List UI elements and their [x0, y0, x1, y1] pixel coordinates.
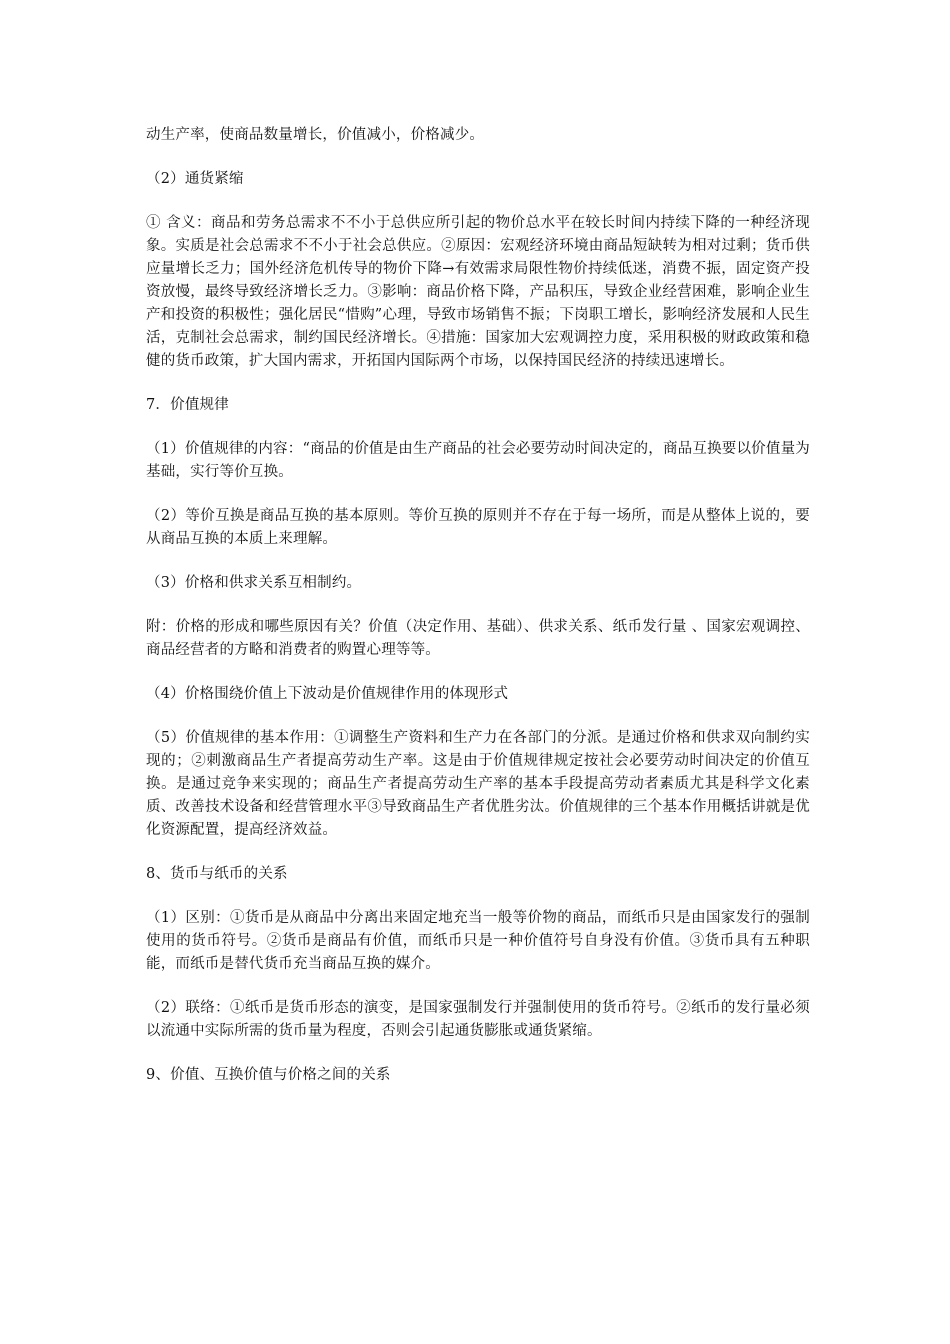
paragraph-deflation-detail: ① 含义：商品和劳务总需求不不小于总供应所引起的物价总水平在较长时间内持续下降的一种经济现象。实质是社会总需求不不小于社会总供应。②原因：宏观经济环境由商品短缺转为相对过剩；货币供应量增长乏力；国外经济危机传导的物价下降→有效需求局限性物价持续低迷，消费不振，固定资产投资放慢，最终导致经济增长乏力。③影响：商品价格下降，产品积压，导致企业经营困难，影响企业生产和投资的积极性；强化居民“惜购”心理，导致市场销售不振；下岗职工增长，影响经济发展和人民生活，克制社会总需求，制约国民经济增长。④措施：国家加大宏观调控力度，采用积极的财政政策和稳健的货币政策，扩大国内需求，开拓国内国际两个市场，以保持国民经济的持续迅速增长。	[146, 215, 810, 369]
paragraph-law-content: （1）价值规律的内容：“商品的价值是由生产商品的社会必要劳动时间决定的，商品互换要以价值量为基础，实行等价互换。	[146, 441, 810, 480]
paragraph-connection: （2）联络：①纸币是货币形态的演变，是国家强制发行并强制使用的货币符号。②纸币的发行量必须以流通中实际所需的货币量为程度，否则会引起通货膨胀或通货紧缩。	[146, 1000, 810, 1039]
paragraph-appendix-price: 附：价格的形成和哪些原因有关？价值（决定作用、基础）、供求关系、纸币发行量 、国家宏观调控、商品经营者的方略和消费者的购置心理等等。	[146, 619, 810, 658]
document-page	[146, 124, 810, 1108]
paragraph-price-fluctuation: （4）价格围绕价值上下波动是价值规律作用的体现形式	[146, 686, 509, 702]
heading-money-paper-money: 8、货币与纸币的关系	[146, 866, 288, 882]
subheading-deflation: （2）通货紧缩	[146, 171, 244, 187]
paragraph-basic-functions: （5）价值规律的基本作用：①调整生产资料和生产力在各部门的分派。是通过价格和供求双向制约实现的；②刺激商品生产者提高劳动生产率。这是由于价值规律规定按社会必要劳动时间决定的价值互换。是通过竞争来实现的；商品生产者提高劳动生产率的基本手段提高劳动者素质尤其是科学文化素质、改善技术设备和经营管理水平③导致商品生产者优胜劣汰。价值规律的三个基本作用概括讲就是优化资源配置，提高经济效益。	[146, 730, 810, 838]
heading-value-price-relation: 9、价值、互换价值与价格之间的关系	[146, 1067, 391, 1083]
heading-law-of-value: 7．价值规律	[146, 397, 229, 413]
paragraph-equal-exchange: （2）等价互换是商品互换的基本原则。等价互换的原则并不存在于每一场所，而是从整体上说的，要从商品互换的本质上来理解。	[146, 508, 810, 547]
paragraph-continuation: 动生产率，使商品数量增长，价值减小，价格减少。	[146, 127, 485, 143]
paragraph-price-supply: （3）价格和供求关系互相制约。	[146, 575, 362, 591]
paragraph-difference: （1）区别：①货币是从商品中分离出来固定地充当一般等价物的商品，而纸币只是由国家发行的强制使用的货币符号。②货币是商品有价值，而纸币只是一种价值符号自身没有价值。③货币具有五种职能，而纸币是替代货币充当商品互换的媒介。	[146, 910, 810, 972]
